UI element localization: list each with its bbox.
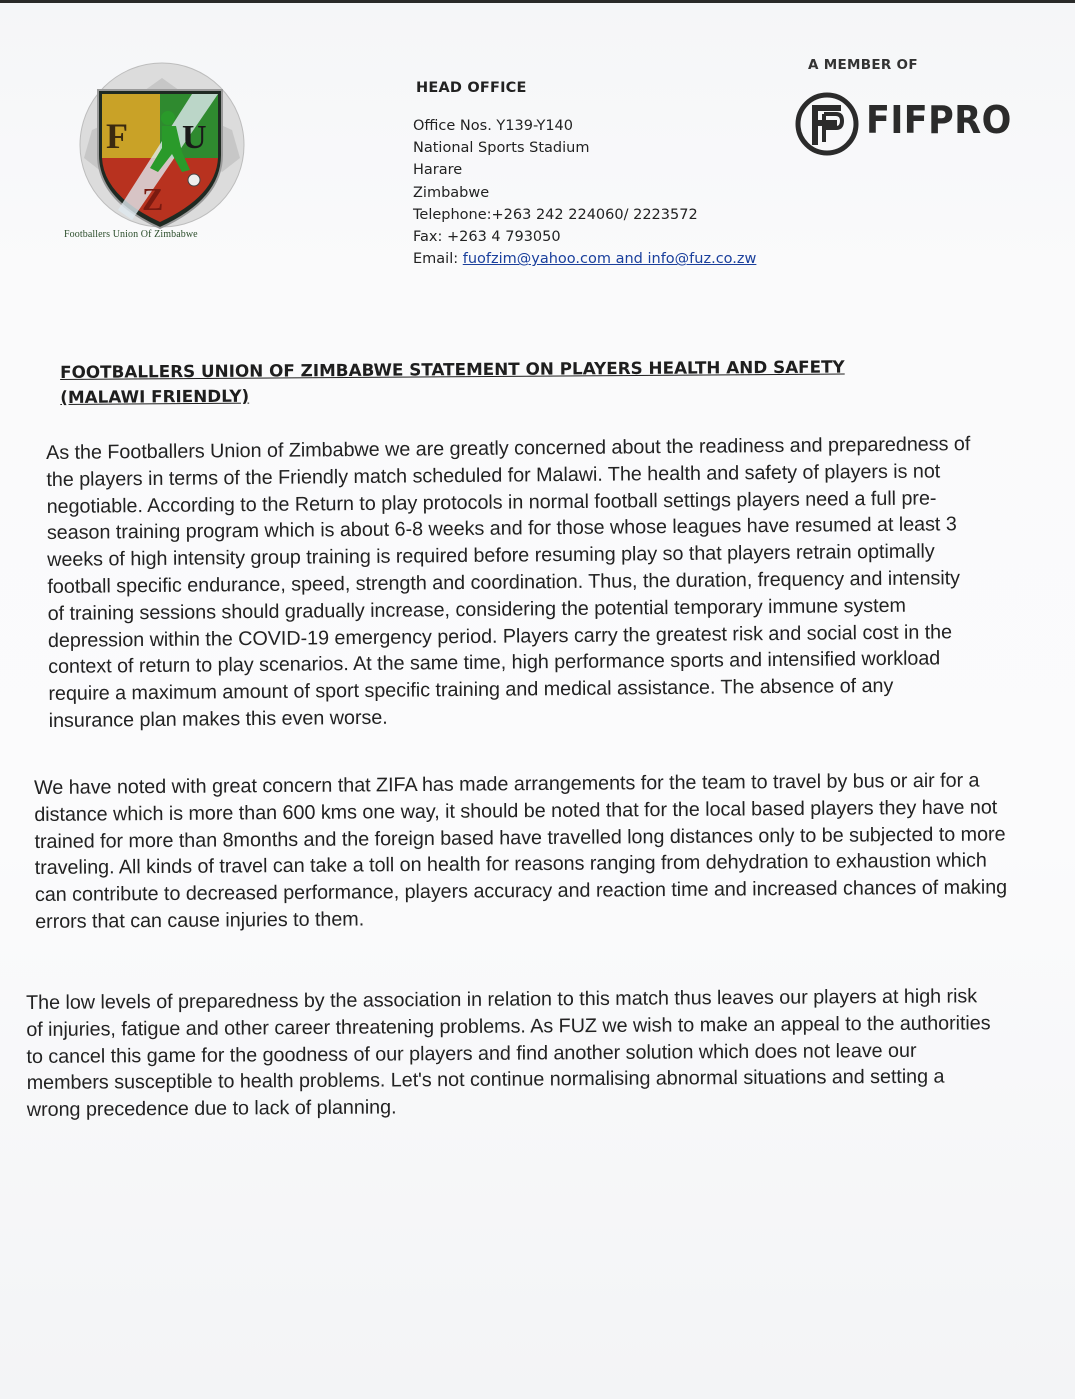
telephone: Telephone:+263 242 224060/ 2223572 [413, 206, 698, 223]
address-country: Zimbabwe [413, 184, 490, 201]
address-office-nos: Office Nos. Y139-Y140 [413, 118, 574, 134]
fifpro-logo [794, 90, 1034, 158]
statement-paragraph-1: As the Footballers Union of Zimbabwe we are greatly concerned about the readiness and preparedness of the players in terms of the Friendly match scheduled for Malawi. The health and safety of players is not negotiable. According to the Return to play protocols in normal football settings players need a full pre-season training program which is about 6-8 weeks and for those whose leagues have resumed at least 3 weeks of high intensity group training is required before resuming play so that players retrain optimally football specific endurance, speed, strength and coordination. Thus, the duration, frequency and intensity of training sessions should gradually increase, considering the potential temporary immune system depression within the COVID-19 emergency period. Players carry the greatest risk and social cost in the context of return to play scenarios. At the same time, high performance sports and intensified workload require a maximum amount of sport specific training and medical assistance. The absence of any insurance plan makes this even worse. [46, 433, 971, 732]
fuz-logo [62, 60, 262, 250]
fifpro-emblem-icon [794, 90, 860, 158]
fuz-logo-emblem-icon [62, 60, 262, 250]
email-line [413, 248, 756, 270]
logo-caption: Footballers Union Of Zimbabwe [64, 229, 198, 240]
head-office-title: HEAD OFFICE [416, 80, 527, 96]
address-city: Harare [413, 162, 463, 179]
fax: Fax: +263 4 793050 [413, 229, 561, 246]
logo-letter-z: Z [142, 181, 164, 217]
head-office-block [413, 80, 756, 270]
email-label: Email: [413, 251, 463, 268]
statement-title-line1: FOOTBALLERS UNION OF ZIMBABWE STATEMENT ON PLAYERS HEALTH AND SAFETY [60, 356, 845, 382]
member-of-label: A MEMBER OF [808, 57, 918, 73]
fifpro-wordmark: FIFPRO [866, 98, 1012, 142]
statement-paragraph-2: We have noted with great concern that ZIFA has made arrangements for the team to travel by bus or air for a distance which is more than 600 kms one way, it should be noted that for the local based players they have not trained for more than 8months and the foreign based have travelled long distances only to be subjected to more traveling. All kinds of travel can take a toll on health for reasons ranging from dehydration to exhaustion which can contribute to decreased performance, players accuracy and reaction time and increased chances of making errors that can cause injuries to them. [34, 769, 1008, 933]
email-link[interactable]: fuofzim@yahoo.com and info@fuz.co.zw [462, 251, 757, 268]
statement-title [60, 354, 940, 410]
statement-paragraph-3: The low levels of preparedness by the association in relation to this match thus leaves our players at high risk of injuries, fatigue and other career threatening problems. As FUZ we wish to make an appeal to the authorities to cancel this game for the goodness of our players and find another solution which does not leave our members susceptible to health problems. Let's not continue normalising abnormal situations and setting a wrong precedence due to lack of planning. [26, 985, 991, 1122]
address-stadium: National Sports Stadium [413, 140, 590, 157]
statement-title-line2: (MALAWI FRIENDLY) [60, 385, 250, 407]
logo-letter-f: F [106, 116, 128, 156]
logo-letter-u: U [182, 119, 207, 156]
